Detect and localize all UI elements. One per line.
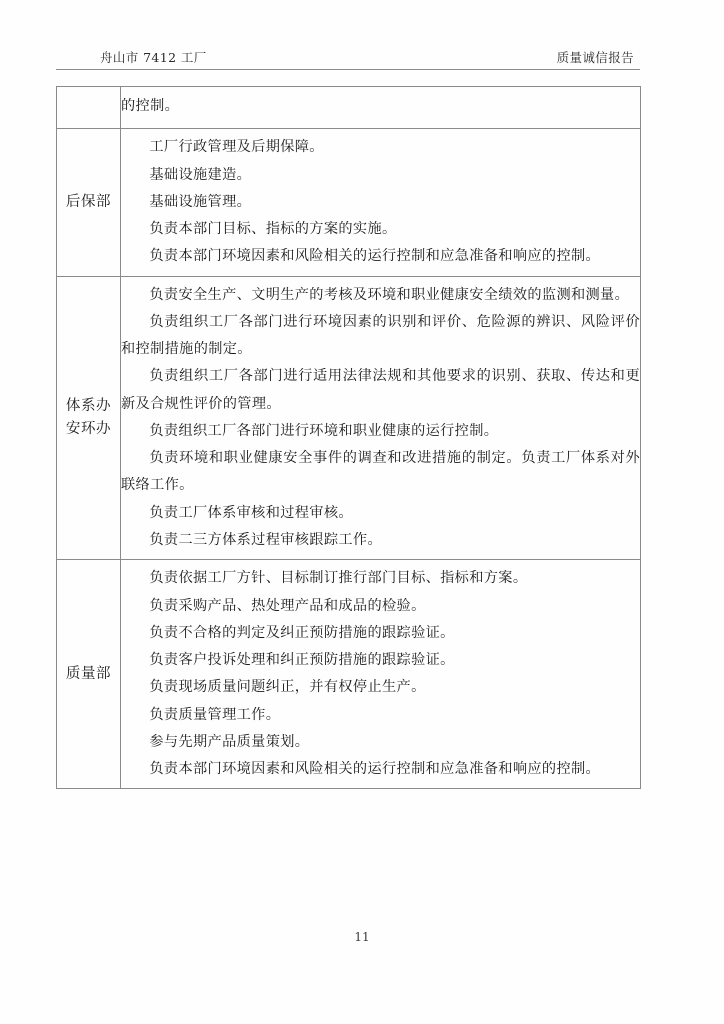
duty-paragraph: 负责组织工厂各部门进行环境因素的识别和评价、危险源的辨识、风险评价和控制措施的制定。 xyxy=(121,313,640,358)
duty-paragraph: 负责客户投诉处理和纠正预防措施的跟踪验证。 xyxy=(149,652,455,669)
department-duties-cell xyxy=(121,87,641,129)
table-row xyxy=(57,276,641,560)
duty-paragraph: 负责本部门环境因素和风险相关的运行控制和应急准备和响应的控制。 xyxy=(149,248,601,265)
duty-paragraph: 负责现场质量问题纠正，并有权停止生产。 xyxy=(149,679,426,696)
table-body xyxy=(57,87,641,789)
department-label-cell xyxy=(57,129,121,276)
duty-paragraph: 负责本部门目标、指标的方案的实施。 xyxy=(149,221,397,238)
department-duties-cell xyxy=(121,129,641,276)
department-label-line: 体系办 xyxy=(65,398,112,415)
table-row xyxy=(57,87,641,129)
department-label-cell xyxy=(57,87,121,129)
table-row xyxy=(57,560,641,789)
duty-paragraph: 负责依据工厂方针、目标制订推行部门目标、指标和方案。 xyxy=(149,570,528,587)
department-label-line: 后保部 xyxy=(65,194,112,211)
table-row xyxy=(57,129,641,276)
duty-paragraph: 负责二三方体系过程审核跟踪工作。 xyxy=(149,531,382,548)
department-duties-cell xyxy=(121,276,641,560)
duty-paragraph: 负责组织工厂各部门进行适用法律法规和其他要求的识别、获取、传达和更新及合规性评价的管理。 xyxy=(121,368,640,412)
department-duties-cell xyxy=(121,560,641,789)
header-report-title: 质量诚信报告 xyxy=(556,50,634,65)
department-label-cell xyxy=(57,560,121,789)
page-number: 11 xyxy=(354,930,370,944)
duty-paragraph: 负责环境和职业健康安全事件的调查和改进措施的制定。负责工厂体系对外联络工作。 xyxy=(121,450,640,494)
duty-paragraph: 参与先期产品质量策划。 xyxy=(149,733,310,750)
duty-paragraph: 负责不合格的判定及纠正预防措施的跟踪验证。 xyxy=(149,624,455,641)
department-label-line: 安环办 xyxy=(65,420,112,437)
duty-paragraph: 负责本部门环境因素和风险相关的运行控制和应急准备和响应的控制。 xyxy=(149,761,601,778)
duty-paragraph: 工厂行政管理及后期保障。 xyxy=(149,139,324,156)
department-label-line: 质量部 xyxy=(65,666,112,683)
running-header xyxy=(56,44,640,70)
department-label-cell xyxy=(57,276,121,560)
duty-paragraph: 基础设施建造。 xyxy=(149,166,252,183)
header-factory-name: 舟山市 7412 工厂 xyxy=(100,50,207,65)
duty-paragraph: 负责组织工厂各部门进行环境和职业健康的运行控制。 xyxy=(149,422,499,439)
duty-paragraph: 基础设施管理。 xyxy=(149,193,252,210)
duty-paragraph: 的控制。 xyxy=(121,98,180,114)
duty-paragraph: 负责安全生产、文明生产的考核及环境和职业健康安全绩效的监测和测量。 xyxy=(149,286,630,303)
duty-paragraph: 负责工厂体系审核和过程审核。 xyxy=(149,504,353,521)
duty-paragraph: 负责质量管理工作。 xyxy=(149,706,281,723)
department-responsibility-table xyxy=(56,86,641,789)
duty-paragraph: 负责采购产品、热处理产品和成品的检验。 xyxy=(149,597,426,614)
